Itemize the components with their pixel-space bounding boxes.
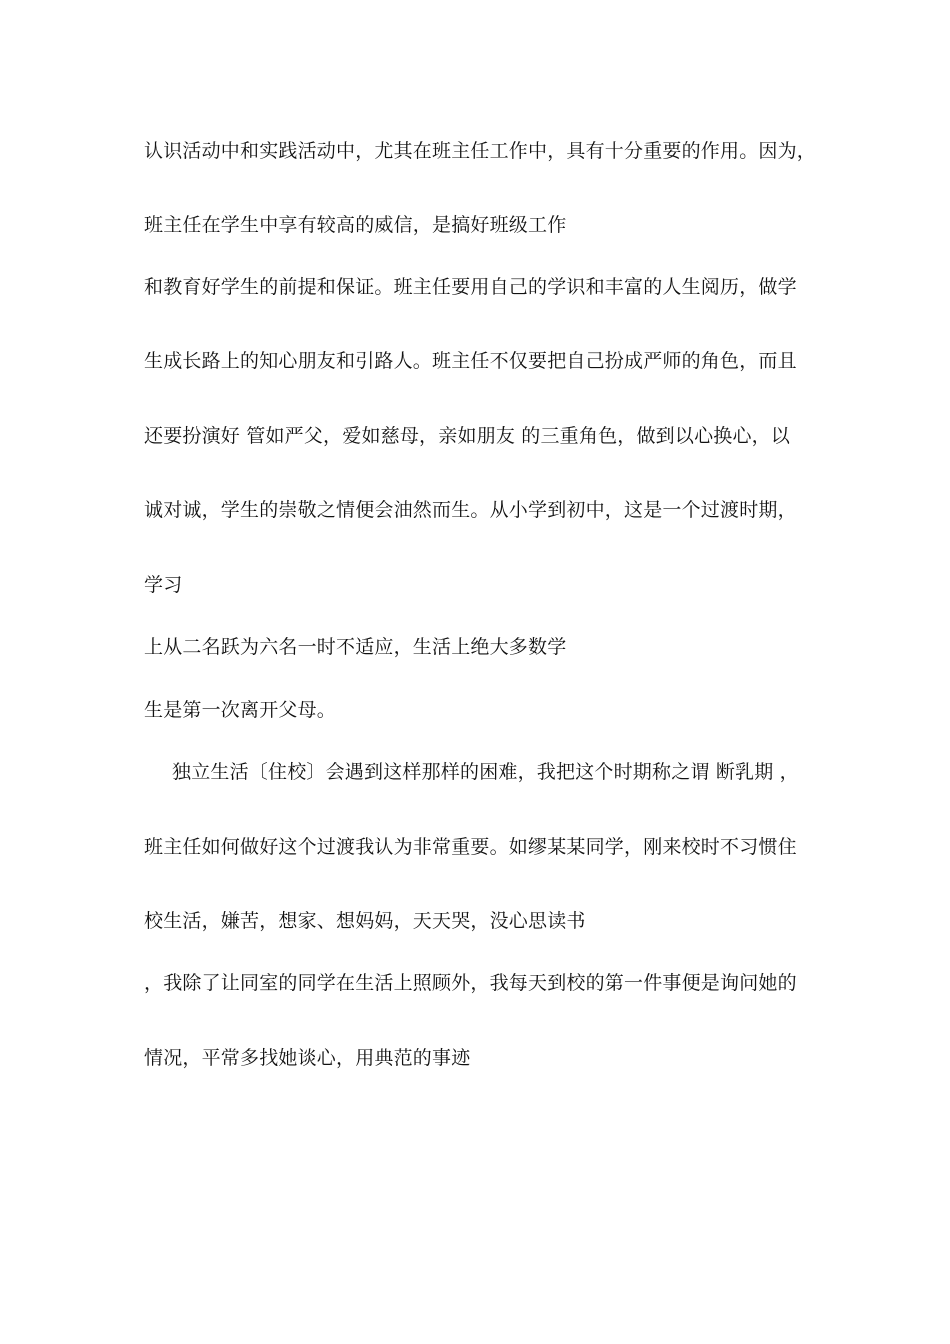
text-line: 班主任如何做好这个过渡我认为非常重要。如缪某某同学，刚来校时不习惯住 bbox=[144, 836, 797, 858]
text-line: 还要扮演好 管如严父，爱如慈母，亲如朋友 的三重角色，做到以心换心，以 bbox=[144, 425, 791, 447]
text-line: 生成长路上的知心朋友和引路人。班主任不仅要把自己扮成严师的角色，而且 bbox=[144, 350, 797, 372]
text-line: 生是第一次离开父母。 bbox=[144, 699, 337, 721]
text-line: 诚对诚，学生的崇敬之情便会油然而生。从小学到初中，这是一个过渡时期， bbox=[144, 499, 797, 521]
text-line: 情况，平常多找她谈心，用典范的事迹 bbox=[144, 1047, 471, 1069]
text-line: ，我除了让同室的同学在生活上照顾外，我每天到校的第一件事便是询问她的 bbox=[144, 972, 797, 994]
paragraph-start-line: 独立生活〔住校〕会遇到这样那样的困难，我把这个时期称之谓 断乳期 ， bbox=[172, 761, 799, 783]
text-line: 上从二名跃为六名一时不适应，生活上绝大多数学 bbox=[144, 636, 567, 658]
text-line: 和教育好学生的前提和保证。班主任要用自己的学识和丰富的人生阅历，做学 bbox=[144, 276, 797, 298]
text-line: 认识活动中和实践活动中，尤其在班主任工作中，具有十分重要的作用。因为， bbox=[144, 140, 817, 162]
text-line: 学习 bbox=[144, 574, 183, 596]
text-line: 校生活，嫌苦，想家、想妈妈，天天哭，没心思读书 bbox=[144, 910, 586, 932]
text-line: 班主任在学生中享有较高的威信，是搞好班级工作 bbox=[144, 214, 567, 236]
